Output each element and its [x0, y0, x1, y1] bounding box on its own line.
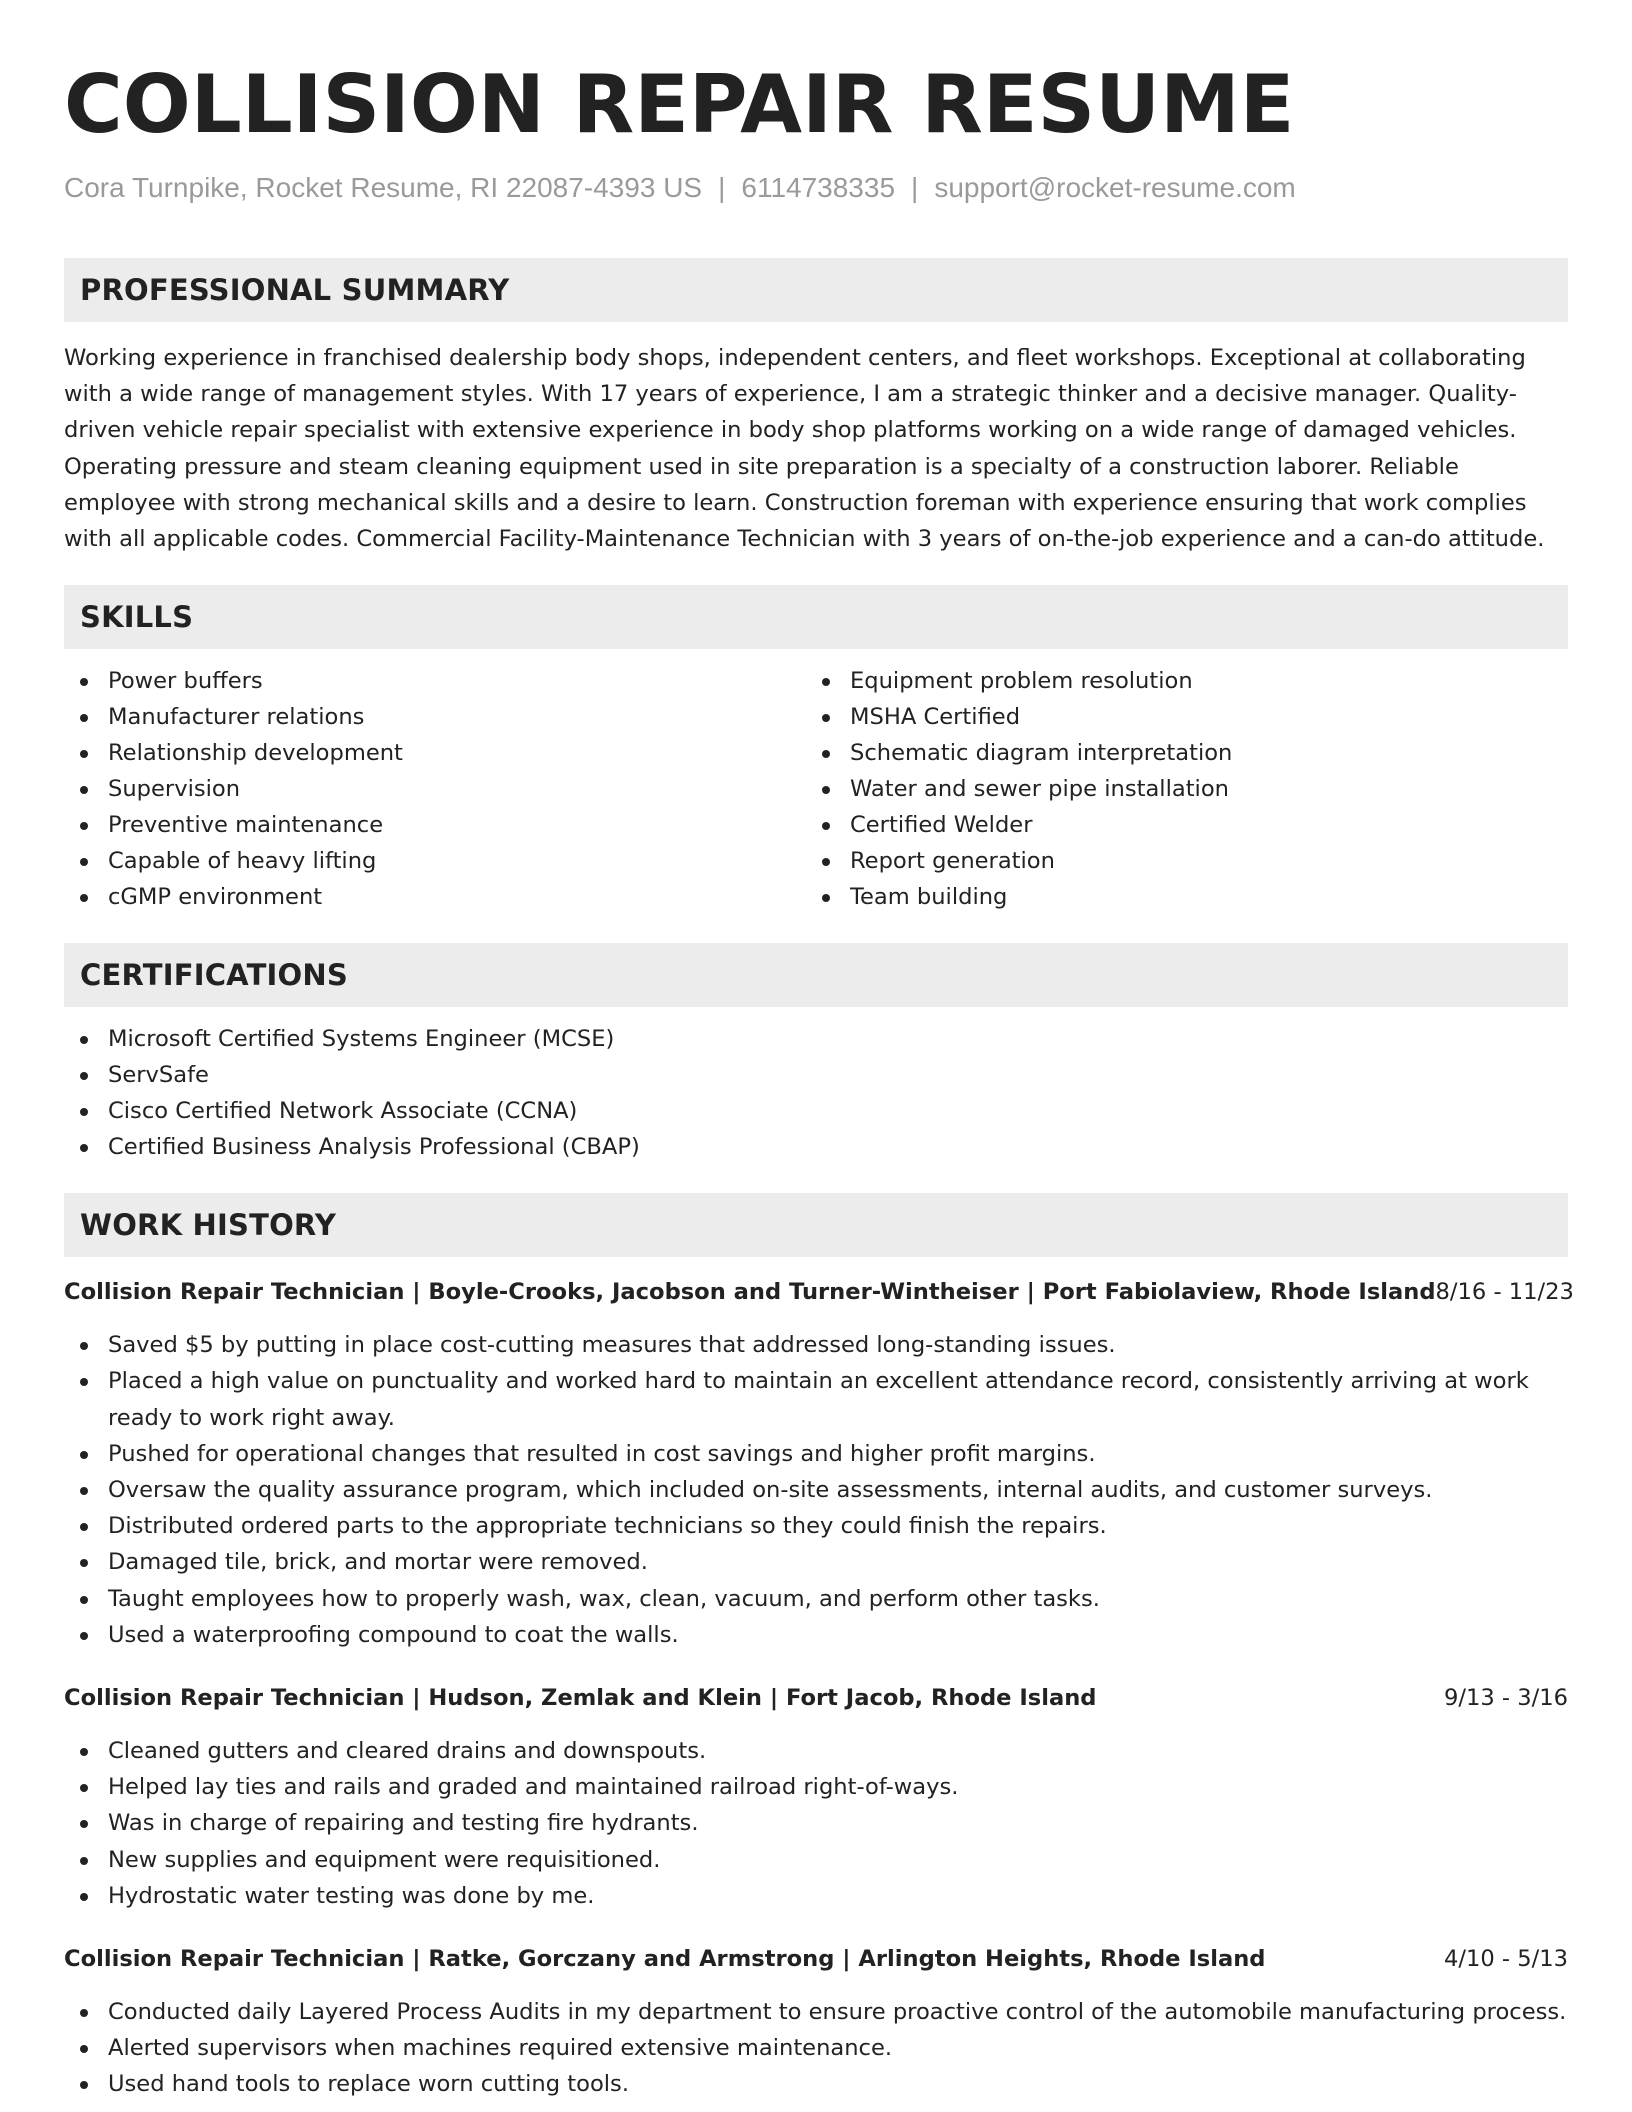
certification-item: ServSafe: [64, 1057, 1568, 1093]
contact-email: support@rocket-resume.com: [934, 172, 1296, 203]
certification-item: Microsoft Certified Systems Engineer (MCSE): [64, 1021, 1568, 1057]
summary-text: Working experience in franchised dealership body shops, independent centers, and fleet workshops. Exceptional at collaborating with a wide range of management styles. With 17 years of experience, I am a strategic thinker and a decisive manager. Quality-driven vehicle repair specialist with extensive experience in body shop platforms working on a wide range of damaged vehicles. Operating pressure and steam cleaning equipment used in site preparation is a specialty of a construction laborer. Reliable employee with strong mechanical skills and a desire to learn. Construction foreman with experience ensuring that work complies with all applicable codes. Commercial Facility-Maintenance Technician with 3 years of on-the-job experience and a can-do attitude.: [64, 345, 1545, 553]
job-bullets: [64, 1327, 1568, 1653]
job-bullet: Distributed ordered parts to the appropriate technicians so they could finish the repairs.: [64, 1508, 1568, 1544]
job-bullet: Conducted daily Layered Process Audits in my department to ensure proactive control of the automobile manufacturing process.: [64, 1994, 1568, 2030]
job-bullet: Placed a high value on punctuality and worked hard to maintain an excellent attendance record, consistently arriving at work ready to work right away.: [64, 1363, 1568, 1435]
job-bullet: Used hand tools to replace worn cutting tools.: [64, 2066, 1568, 2102]
job-bullet: Helped lay ties and rails and graded and maintained railroad right-of-ways.: [64, 1769, 1568, 1805]
job-bullet: Oversaw the quality assurance program, which included on-site assessments, internal audits, and customer surveys.: [64, 1472, 1568, 1508]
job-bullet: Taught employees how to properly wash, wax, clean, vacuum, and perform other tasks.: [64, 1581, 1568, 1617]
job-title: Collision Repair Technician | Boyle-Crooks, Jacobson and Turner-Wintheiser | Port Fabiolaview, Rhode Island: [64, 1279, 1436, 1306]
skill-item: MSHA Certified: [806, 699, 1548, 735]
contact-separator: |: [911, 172, 919, 203]
skills-list-left: [64, 663, 806, 915]
job-bullet: New supplies and equipment were requisitioned.: [64, 1842, 1568, 1878]
skill-item: Preventive maintenance: [64, 807, 806, 843]
skill-item: Power buffers: [64, 663, 806, 699]
skill-item: Team building: [806, 879, 1548, 915]
job-bullet: Saved $5 by putting in place cost-cutting measures that addressed long-standing issues.: [64, 1327, 1568, 1363]
section-heading-skills: SKILLS: [64, 585, 1568, 649]
job-bullet: Alerted supervisors when machines required extensive maintenance.: [64, 2030, 1568, 2066]
skill-item: Water and sewer pipe installation: [806, 771, 1548, 807]
certification-item: Certified Business Analysis Professional (CBAP): [64, 1129, 1568, 1165]
skill-item: Capable of heavy lifting: [64, 843, 806, 879]
certifications-section: [64, 943, 1568, 1165]
job-dates: 9/13 - 3/16: [1444, 1685, 1568, 1712]
job-bullet: Pushed for operational changes that resulted in cost savings and higher profit margins.: [64, 1436, 1568, 1472]
contact-address: Cora Turnpike, Rocket Resume, RI 22087-4393 US: [64, 172, 703, 203]
skill-item: Relationship development: [64, 735, 806, 771]
job-bullets: [64, 1733, 1568, 1914]
job-title: Collision Repair Technician | Ratke, Gorczany and Armstrong | Arlington Heights, Rhode Island: [64, 1946, 1266, 1973]
section-heading-work-history: WORK HISTORY: [64, 1193, 1568, 1257]
job-dates: 8/16 - 11/23: [1435, 1279, 1574, 1306]
contact-line: [64, 170, 1568, 206]
skill-item: Equipment problem resolution: [806, 663, 1548, 699]
skill-item: Report generation: [806, 843, 1548, 879]
job-header: [64, 1944, 1568, 1974]
job-title: Collision Repair Technician | Hudson, Zemlak and Klein | Fort Jacob, Rhode Island: [64, 1685, 1097, 1712]
job-header: [64, 1683, 1568, 1713]
skill-item: cGMP environment: [64, 879, 806, 915]
resume-page: [64, 56, 1574, 2103]
skills-grid: [64, 663, 1568, 915]
job-entry: [64, 1944, 1568, 2103]
job-bullet: Used a waterproofing compound to coat the walls.: [64, 1617, 1568, 1653]
skills-section: [64, 585, 1568, 915]
section-heading-certifications: CERTIFICATIONS: [64, 943, 1568, 1007]
contact-separator: |: [718, 172, 726, 203]
job-entry: [64, 1683, 1568, 1914]
skills-list-right: [806, 663, 1548, 915]
certification-item: Cisco Certified Network Associate (CCNA): [64, 1093, 1568, 1129]
job-entry: [64, 1277, 1574, 1653]
job-bullet: Damaged tile, brick, and mortar were removed.: [64, 1544, 1568, 1580]
resume-title: COLLISION REPAIR RESUME: [64, 58, 1295, 151]
section-heading-summary: PROFESSIONAL SUMMARY: [64, 258, 1568, 322]
professional-summary-section: [64, 258, 1568, 557]
work-history-section: [64, 1193, 1574, 2102]
skill-item: Schematic diagram interpretation: [806, 735, 1548, 771]
job-dates: 4/10 - 5/13: [1444, 1946, 1568, 1973]
contact-phone: 6114738335: [741, 172, 896, 203]
job-header: [64, 1277, 1574, 1307]
skill-item: Supervision: [64, 771, 806, 807]
certifications-list: [64, 1021, 1568, 1165]
skill-item: Manufacturer relations: [64, 699, 806, 735]
skill-item: Certified Welder: [806, 807, 1548, 843]
job-bullet: Was in charge of repairing and testing fire hydrants.: [64, 1805, 1568, 1841]
job-bullets: [64, 1994, 1568, 2103]
job-bullet: Hydrostatic water testing was done by me.: [64, 1878, 1568, 1914]
job-bullet: Cleaned gutters and cleared drains and downspouts.: [64, 1733, 1568, 1769]
